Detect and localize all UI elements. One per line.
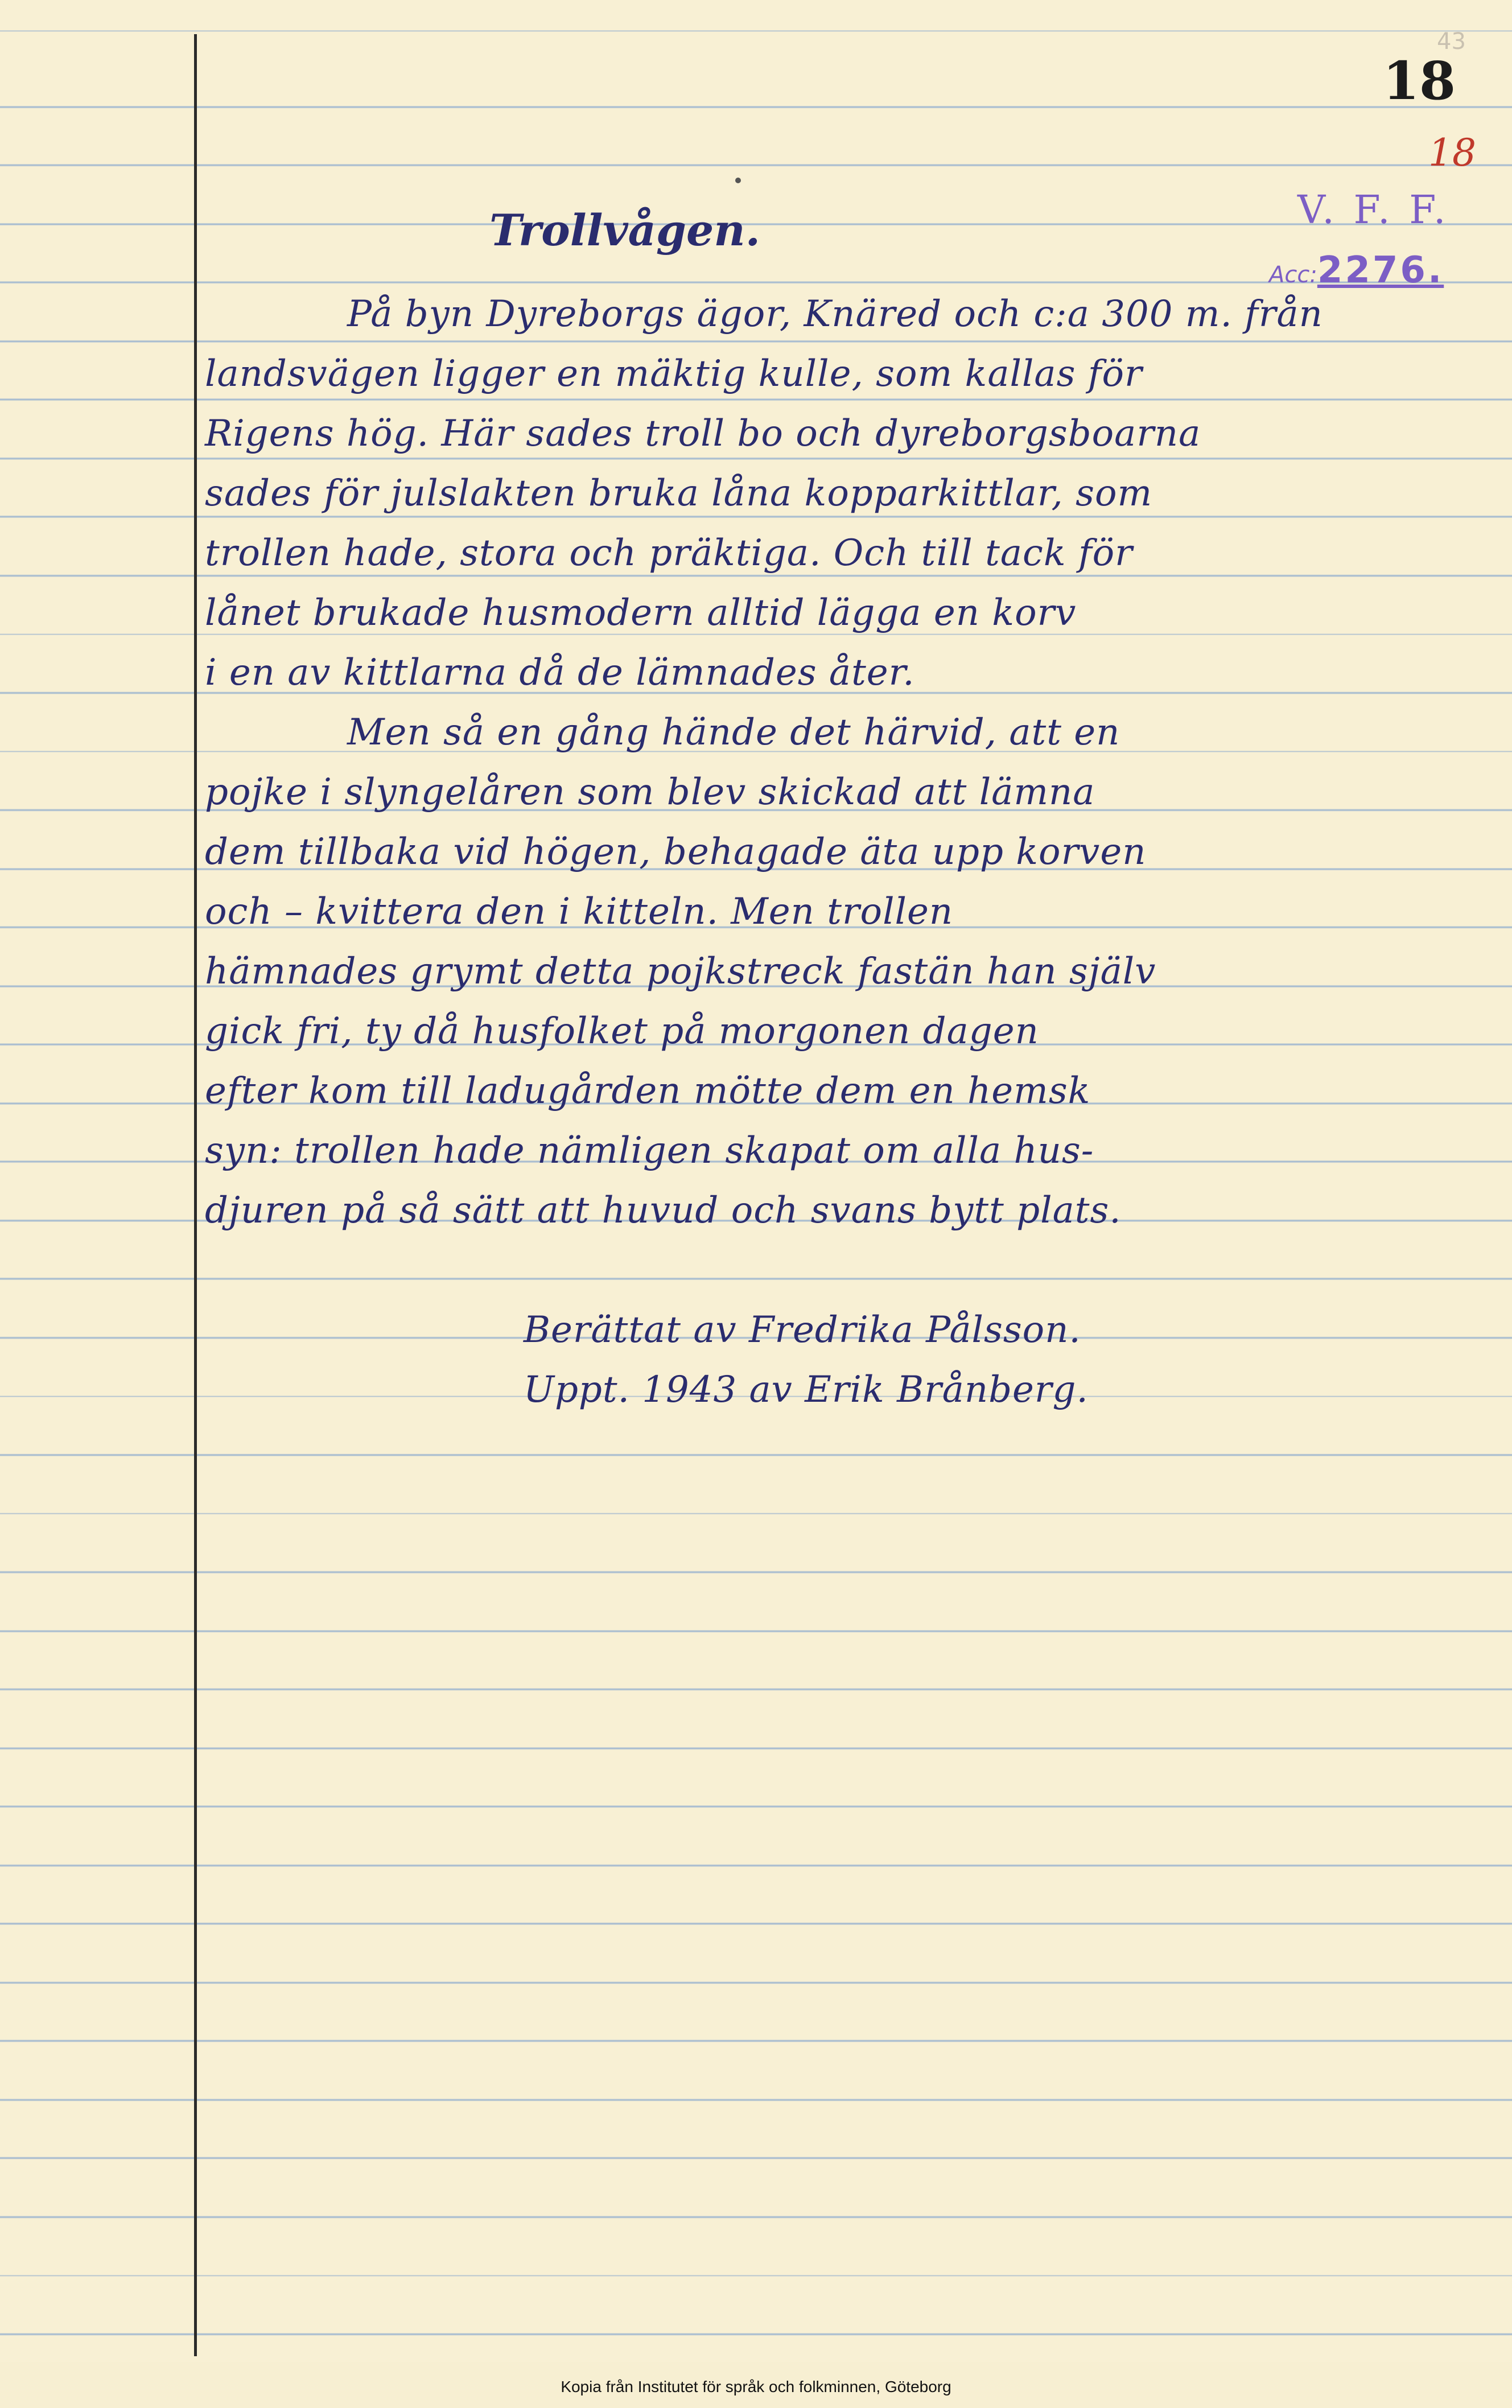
- text-line: syn: trollen hade nämligen skapat om alla hus-: [205, 1130, 1094, 1172]
- text-line: hämnades grymt detta pojkstreck fastän han själv: [205, 950, 1156, 993]
- text-line: lånet brukade husmodern alltid lägga en korv: [205, 592, 1077, 634]
- text-line: På byn Dyreborgs ägor, Knäred och c:a 300 m. från: [347, 293, 1323, 335]
- accession-label: Acc:: [1269, 262, 1317, 288]
- red-pencil-number: 18: [1428, 131, 1476, 175]
- text-line: landsvägen ligger en mäktig kulle, som kallas för: [205, 353, 1143, 395]
- text-line: pojke i slyngelåren som blev skickad att lämna: [205, 771, 1095, 813]
- text-line: Rigens hög. Här sades troll bo och dyreborgsboarna: [205, 413, 1201, 455]
- text-line: dem tillbaka vid högen, behagade äta upp korven: [205, 831, 1147, 873]
- document-title: Trollvågen.: [489, 205, 761, 256]
- text-line: trollen hade, stora och präktiga. Och till tack för: [205, 532, 1133, 574]
- text-line: i en av kittlarna då de lämnades åter.: [205, 652, 915, 694]
- narrator-credit: Berättat av Fredrika Pålsson.: [524, 1309, 1081, 1351]
- margin-rule: [194, 34, 197, 2356]
- text-line: efter kom till ladugården mötte dem en hemsk: [205, 1070, 1091, 1112]
- accession-stamp: [1269, 249, 1444, 291]
- text-line: Men så en gång hände det härvid, att en: [347, 711, 1120, 754]
- archive-footer: Kopia från Institutet för språk och folkminnen, Göteborg: [561, 2378, 951, 2395]
- accession-number: 2276.: [1317, 249, 1444, 291]
- ink-dot: [735, 178, 741, 183]
- text-line: och – kvittera den i kitteln. Men trollen: [205, 891, 954, 933]
- pencil-page-number: 43: [1437, 28, 1466, 55]
- archive-stamp-vff: V. F. F.: [1297, 188, 1449, 233]
- recorder-credit: Uppt. 1943 av Erik Brånberg.: [524, 1369, 1089, 1411]
- text-line: djuren på så sätt att huvud och svans bytt plats.: [205, 1189, 1122, 1232]
- text-line: sades för julslakten bruka låna kopparkittlar, som: [205, 472, 1153, 514]
- page-number: 18: [1383, 50, 1456, 112]
- text-line: gick fri, ty då husfolket på morgonen dagen: [205, 1010, 1039, 1052]
